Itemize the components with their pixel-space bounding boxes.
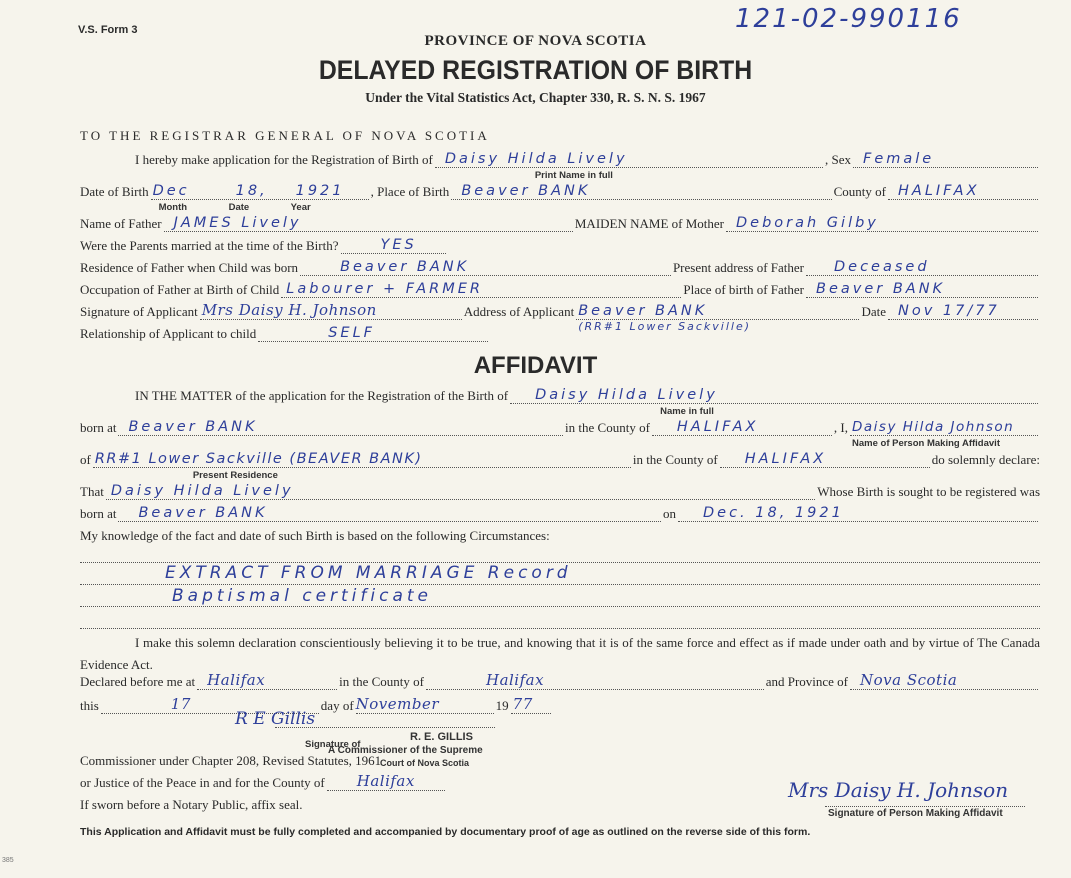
label-father-birthplace: Place of birth of Father [683, 282, 804, 297]
value-father-birthplace: Beaver BANK [816, 281, 946, 297]
field-married [341, 237, 446, 254]
field-sex [853, 151, 1038, 168]
row-residence-affiant [80, 450, 1040, 481]
label-this: this [80, 698, 99, 713]
label-on: on [663, 506, 676, 521]
value-born-at: Beaver BANK [128, 419, 258, 435]
value-matter-name: Daisy Hilda Lively [535, 387, 718, 403]
commissioner-signature-line [275, 727, 495, 728]
field-applicant-signature [200, 303, 462, 320]
stamp-line-2: Court of Nova Scotia [380, 758, 470, 768]
value-province: Nova Scotia [860, 671, 958, 689]
field-on-date [678, 505, 1038, 522]
field-born-at-2 [118, 505, 661, 522]
value-dob-month: Dec [152, 183, 190, 199]
label-father-name: Name of Father [80, 216, 162, 231]
value-month: November [355, 695, 440, 713]
row-declared-before [80, 672, 1040, 690]
hint-month: Month [158, 202, 188, 213]
label-i: , I, [833, 420, 848, 435]
value-applicant-address: Beaver BANK [578, 303, 708, 319]
label-justice: or Justice of the Peace in and for the County of [80, 775, 325, 790]
margin-number: 385 [2, 857, 14, 864]
circumstance-line-2 [80, 584, 1040, 585]
value-mother-name: Deborah Gilby [736, 215, 879, 231]
label-date: Date [861, 304, 886, 319]
declaration-paragraph: I make this solemn declaration conscientiously believing it to be true, and knowing that it is of the same force and effect as if made under oath and by virtue of The Canada Evidence Act. [80, 635, 1040, 672]
label-signature-of: Signature of [305, 739, 361, 750]
value-relationship: SELF [328, 325, 375, 341]
value-declared-at: Halifax [207, 671, 266, 689]
field-place-of-birth [451, 183, 831, 200]
addressee: TO THE REGISTRAR GENERAL OF NOVA SCOTIA [80, 128, 490, 143]
field-province [850, 673, 1038, 690]
label-married: Were the Parents married at the time of the Birth? [80, 238, 339, 253]
label-that: That [80, 484, 104, 499]
field-mother-name [726, 215, 1038, 232]
field-matter-name [510, 387, 1038, 417]
value-county: HALIFAX [898, 183, 980, 199]
affidavit-heading: AFFIDAVIT [473, 352, 598, 379]
hint-print-name: Print Name in full [534, 170, 613, 181]
affiant-signature-line [825, 806, 1025, 807]
value-that-name: Daisy Hilda Lively [110, 483, 294, 499]
field-residence-affiant [93, 451, 631, 481]
label-affiant-signature: Signature of Person Making Affidavit [828, 808, 1003, 819]
row-born-on [80, 504, 1040, 522]
label-born-at-2: born at [80, 506, 117, 521]
subtitle: Under the Vital Statistics Act, Chapter 330, R. S. N. S. 1967 [365, 90, 706, 105]
value-affidavit-county-2: HALIFAX [744, 451, 827, 467]
label-born-at: born at [80, 420, 117, 435]
value-on-date: Dec. 18, 1921 [703, 505, 844, 521]
row-knowledge [80, 526, 1040, 544]
field-applicant-address [576, 303, 859, 333]
value-dob-year: 1921 [295, 183, 345, 199]
label-knowledge: My knowledge of the fact and date of such Birth is based on the following Circumstances: [80, 528, 550, 543]
field-affiant [850, 419, 1038, 449]
label-declared-before: Declared before me at [80, 674, 196, 689]
label-county: County of [833, 184, 886, 199]
hint-affiant: Name of Person Making Affidavit [852, 438, 1000, 449]
value-residence-father: Beaver BANK [340, 259, 470, 275]
circumstance-line-4 [80, 628, 1040, 629]
commissioner-signature: R E Gillis [235, 709, 316, 729]
field-dob [151, 183, 369, 213]
field-born-at [118, 419, 563, 436]
value-present-address: Deceased [834, 259, 930, 275]
value-date: Nov 17/77 [898, 303, 1000, 319]
label-whose-birth: Whose Birth is sought to be registered was [817, 484, 1040, 499]
value-born-at-2: Beaver BANK [138, 505, 268, 521]
field-affidavit-county [652, 419, 832, 436]
label-affidavit-county: in the County of [565, 420, 650, 435]
value-year: 77 [512, 695, 533, 713]
value-dob-day: 18, [235, 183, 268, 199]
value-child-name: Daisy Hilda Lively [444, 151, 628, 167]
label-residence-father: Residence of Father when Child was born [80, 260, 299, 275]
circumstance-line-3 [80, 606, 1040, 607]
label-day-of: day of [320, 698, 354, 713]
page-title: DELAYED REGISTRATION OF BIRTH [318, 55, 753, 85]
label-affidavit-county-2: in the County of [632, 452, 718, 467]
row-parents [80, 214, 1040, 232]
field-father-birthplace [806, 281, 1038, 298]
row-matter [80, 386, 1040, 417]
value-residence-affiant: RR#1 Lower Sackville (BEAVER BANK) [94, 451, 423, 467]
label-year-prefix: 19 [495, 698, 509, 713]
footer-note: This Application and Affidavit must be fully completed and accompanied by documentary proof of age as outlined on the reverse side of this form. [80, 826, 811, 838]
field-child-name [435, 151, 823, 181]
label-date-of-birth: Date of Birth [80, 184, 149, 199]
hint-present-residence: Present Residence [192, 470, 278, 481]
value-applicant-address-2: (RR#1 Lower Sackville) [578, 320, 751, 333]
field-occupation [281, 281, 681, 298]
row-relationship [80, 324, 1040, 342]
value-married: YES [380, 237, 417, 253]
label-commissioner: Commissioner under Chapter 208, Revised Statutes, 1961 [80, 753, 382, 768]
field-affidavit-county-3 [426, 673, 764, 690]
stamp-line-1: A Commissioner of the Supreme [328, 745, 483, 756]
field-affidavit-county-2 [720, 451, 930, 468]
row-born-at [80, 418, 1040, 449]
province-heading: PROVINCE OF NOVA SCOTIA [424, 33, 647, 49]
value-affiant: Daisy Hilda Johnson [852, 419, 1015, 435]
label-province: and Province of [765, 674, 848, 689]
field-justice-county [327, 774, 445, 791]
value-day: 17 [170, 695, 191, 713]
field-residence-father [300, 259, 671, 276]
label-place-of-birth: , Place of Birth [370, 184, 450, 199]
label-registration-of: I hereby make application for the Registration of Birth of [135, 152, 433, 167]
field-present-address [806, 259, 1038, 276]
label-affidavit-county-3: in the County of [339, 674, 424, 689]
label-notary: If sworn before a Notary Public, affix seal. [80, 797, 303, 812]
field-declared-at [197, 673, 337, 690]
value-father-name: JAMES Lively [173, 215, 302, 231]
hint-year: Year [290, 202, 311, 213]
form-number: V.S. Form 3 [78, 24, 138, 36]
value-affidavit-county: HALIFAX [676, 419, 759, 435]
label-occupation: Occupation of Father at Birth of Child [80, 282, 280, 297]
row-married [80, 236, 1040, 254]
label-applicant-signature: Signature of Applicant [80, 304, 198, 319]
row-name-sex [80, 150, 1040, 181]
field-father-name [164, 215, 573, 232]
field-county [888, 183, 1038, 200]
field-that-name [106, 483, 815, 500]
label-relationship: Relationship of Applicant to child [80, 326, 257, 341]
value-sex: Female [863, 151, 935, 167]
hint-date: Date [228, 202, 250, 213]
label-in-the-matter: IN THE MATTER of the application for the Registration of the Birth of [135, 388, 509, 403]
label-applicant-address: Address of Applicant [463, 304, 575, 319]
label-present-address: Present address of Father [672, 260, 804, 275]
field-relationship [258, 325, 488, 342]
row-that [80, 482, 1040, 500]
stamp-name: R. E. GILLIS [410, 731, 473, 743]
affiant-signature: Mrs Daisy H. Johnson [788, 778, 1009, 802]
row-this-day [80, 696, 1040, 714]
value-circumstance-2: Baptismal certificate [172, 586, 433, 606]
label-mother-name: MAIDEN NAME of Mother [574, 216, 724, 231]
row-occupation [80, 280, 1040, 298]
label-sex: , Sex [825, 152, 851, 167]
field-year [511, 697, 551, 714]
value-occupation: Labourer + FARMER [286, 281, 483, 297]
field-date [888, 303, 1038, 320]
hint-name-in-full: Name in full [660, 406, 714, 417]
value-applicant-signature: Mrs Daisy H. Johnson [201, 301, 377, 319]
label-of: of [80, 452, 91, 467]
value-circumstance-1: EXTRACT FROM MARRIAGE Record [165, 563, 572, 583]
value-place-of-birth: Beaver BANK [461, 183, 591, 199]
value-justice-county: Halifax [356, 772, 415, 790]
registration-number: 121-02-990116 [735, 4, 962, 34]
row-commissioner [80, 751, 1040, 769]
field-month [356, 697, 494, 714]
value-affidavit-county-3: Halifax [485, 671, 545, 689]
row-residence [80, 258, 1040, 276]
row-date-of-birth [80, 182, 1040, 213]
label-declare: do solemnly declare: [931, 452, 1040, 467]
